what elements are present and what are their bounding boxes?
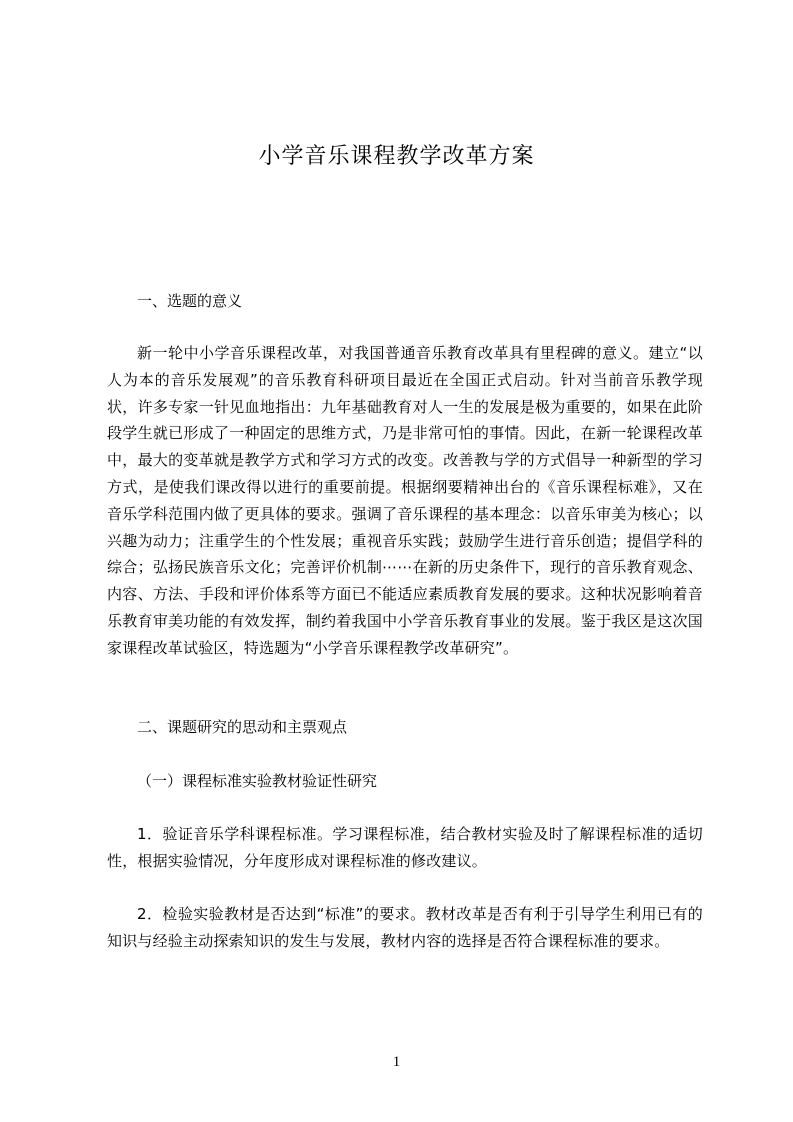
section-1-paragraph: 新一轮中小学音乐课程改革，对我国普通音乐教育改革具有里程碑的意义。建立“以人为本的音乐发展观”的音乐教育科研项目最近在全国正式启动。针对当前音乐教学现状，许多专家一针见血地指出：九年基础教育对人一生的发展是极为重要的，如果在此阶段学生就已形成了一种固定的思维方式，乃是非常可怕的事情。因此，在新一轮课程改革中，最大的变革就是教学方式和学习方式的改变。改善教与学的方式倡导一种新型的学习方式，是使我们课改得以进行的重要前提。根据纲要精神出台的《音乐课程标难》，又在音乐学科范围内做了更具体的要求。强调了音乐课程的基本理念：以音乐审美为核心；以兴趣为动力；注重学生的个性发展；重视音乐实践；鼓励学生进行音乐创造；提倡学科的综合；弘扬民族音乐文化；完善评价机制⋯⋯在新的历史条件下，现行的音乐教育观念、内容、方法、手段和评价体系等方面已不能适应素质教育发展的要求。这种状况影响着音乐教育审美功能的有效发挥，制约着我国中小学音乐教育事业的发展。鉴于我区是这次国家课程改革试验区，特选题为“小学音乐课程教学改革研究”。 xyxy=(107,344,703,657)
document-title: 小学音乐课程教学改革方案 xyxy=(258,144,535,169)
section-1-heading: 一、选题的意义 xyxy=(137,292,243,310)
section-2-heading: 二、课题研究的思动和主票观点 xyxy=(137,718,348,736)
paragraph-item-2: 2．检验实验教材是否达到“标准”的要求。教材改革是否有利于引导学生利用已有的知识与经验主动探索知识的发生与发展，教材内容的选择是否符合课程标准的要求。 xyxy=(107,905,703,950)
subsection-heading: （一）课程标准实验教材验证性研究 xyxy=(137,772,378,790)
paragraph-item-1: 1．验证音乐学科课程标准。学习课程标准，结合教材实验及时了解课程标准的适切性，根据实验情况，分年度形成对课程标准的修改建议。 xyxy=(107,825,703,870)
page-number: 1 xyxy=(392,1054,401,1070)
